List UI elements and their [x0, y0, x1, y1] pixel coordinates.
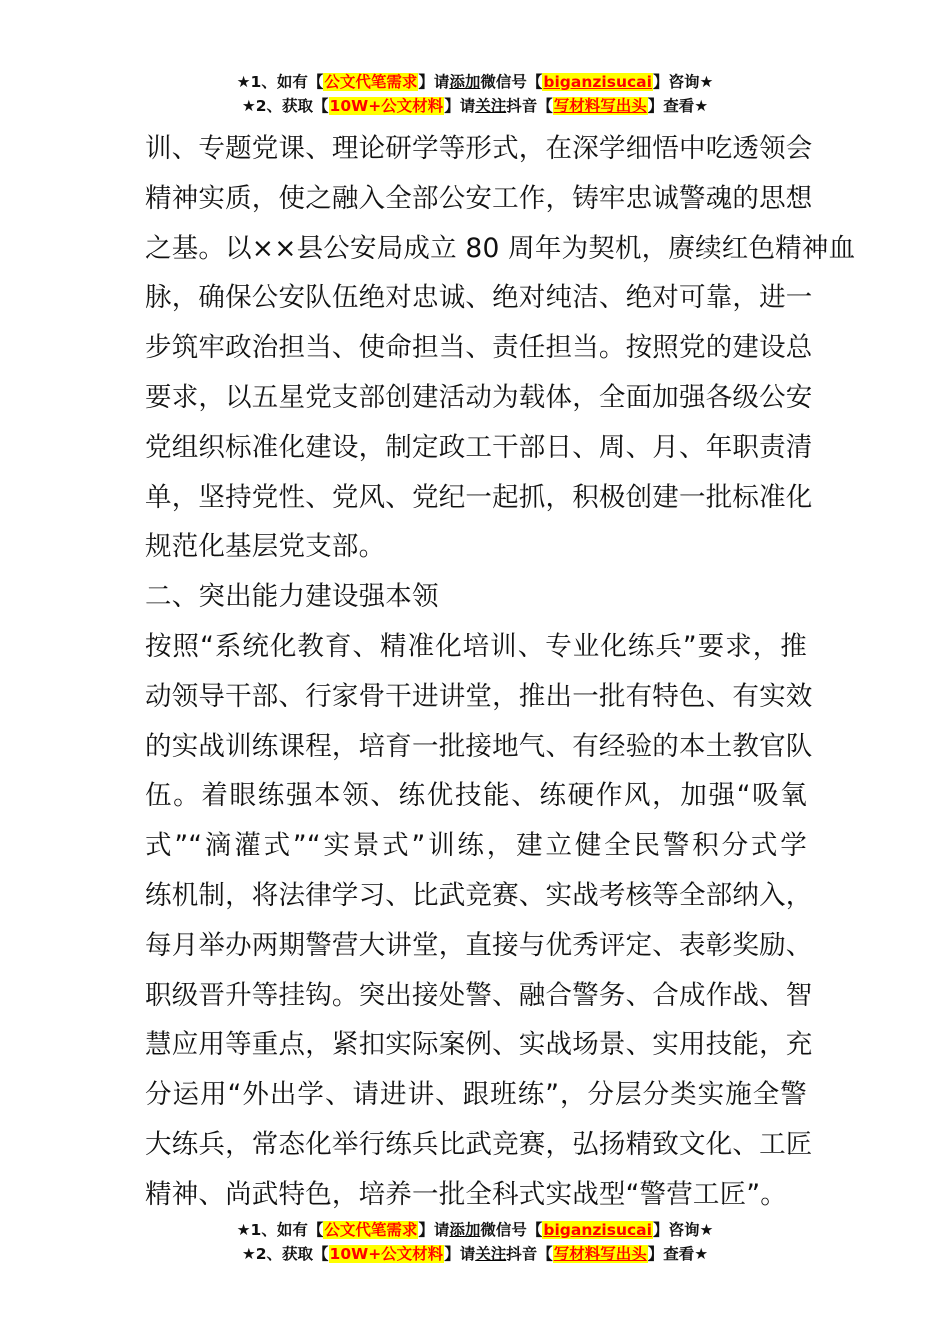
body-line: 每月举办两期警营大讲堂，直接与优秀评定、表彰奖励、	[145, 929, 813, 961]
banner-text: 抖音【	[506, 97, 553, 115]
body-line: 要求，以五星党支部创建活动为载体，全面加强各级公安	[145, 381, 813, 413]
banner-text: 】请	[418, 1221, 450, 1239]
body-line: 的实战训练课程，培育一批接地气、有经验的本土教官队	[145, 730, 813, 762]
banner-line-2	[0, 1242, 950, 1266]
banner-douyin-id: 写材料写出头	[553, 97, 647, 115]
banner-text: 微信号【	[480, 73, 543, 91]
banner-text: 】查看★	[647, 1245, 709, 1263]
banner-text: 】咨询★	[652, 1221, 714, 1239]
body-line: 慧应用等重点，紧扣实际案例、实战场景、实用技能，充	[145, 1029, 813, 1061]
body-line: 精神实质，使之融入全部公安工作，铸牢忠诚警魂的思想	[145, 182, 813, 214]
body-line: 步筑牢政治担当、使命担当、责任担当。按照党的建设总	[145, 332, 813, 364]
body-line: 伍。着眼练强本领、练优技能、练硬作风，加强“吸氧	[145, 780, 807, 812]
banner-underlined: 关注	[475, 97, 507, 115]
banner-line-1	[0, 1218, 950, 1242]
header-banner	[0, 70, 950, 118]
banner-text: 】查看★	[647, 97, 709, 115]
banner-text: ★1、如有【	[236, 73, 324, 91]
body-line: 动领导干部、行家骨干进讲堂，推出一批有特色、有实效	[145, 680, 813, 712]
footer-banner	[0, 1218, 950, 1266]
body-line: 按照“系统化教育、精准化培训、专业化练兵”要求，推	[145, 630, 807, 662]
banner-underlined: 添加	[449, 73, 481, 91]
body-line: 精神、尚武特色，培养一批全科式实战型“警营工匠”。	[145, 1178, 787, 1210]
body-line: 单，坚持党性、党风、党纪一起抓，积极创建一批标准化	[145, 481, 813, 513]
body-line: 脉，确保公安队伍绝对忠诚、绝对纯洁、绝对可靠，进一	[145, 282, 813, 314]
banner-line-1	[0, 70, 950, 94]
banner-highlight: 公文代笔需求	[324, 1221, 418, 1239]
body-line: 党组织标准化建设，制定政工干部日、周、月、年职责清	[145, 431, 813, 463]
banner-highlight: 10W+公文材料	[329, 97, 444, 115]
banner-wechat-id: biganzisucai	[543, 1221, 652, 1239]
banner-highlight: 10W+公文材料	[329, 1245, 444, 1263]
banner-text: ★1、如有【	[236, 1221, 324, 1239]
banner-text: 】咨询★	[652, 73, 714, 91]
banner-wechat-id: biganzisucai	[543, 73, 652, 91]
banner-text: 抖音【	[506, 1245, 553, 1263]
body-line: 式”“滴灌式”“实景式”训练，建立健全民警积分式学	[145, 830, 807, 862]
document-body	[145, 124, 856, 1220]
banner-line-2	[0, 94, 950, 118]
banner-douyin-id: 写材料写出头	[553, 1245, 647, 1263]
body-line: 之基。以××县公安局成立 80 周年为契机，赓续红色精神血	[145, 232, 856, 264]
banner-text: ★2、获取【	[241, 97, 329, 115]
banner-text: 】请	[444, 1245, 476, 1263]
banner-underlined: 关注	[475, 1245, 507, 1263]
body-line: 规范化基层党支部。	[145, 531, 386, 563]
banner-highlight: 公文代笔需求	[324, 73, 418, 91]
banner-underlined: 添加	[449, 1221, 481, 1239]
body-line: 分运用“外出学、请进讲、跟班练”，分层分类实施全警	[145, 1079, 807, 1111]
body-line: 练机制，将法律学习、比武竞赛、实战考核等全部纳入，	[145, 879, 813, 911]
body-line: 训、专题党课、理论研学等形式，在深学细悟中吃透领会	[145, 133, 813, 164]
body-line: 职级晋升等挂钩。突出接处警、融合警务、合成作战、智	[145, 979, 813, 1011]
banner-text: 】请	[418, 73, 450, 91]
banner-text: 微信号【	[480, 1221, 543, 1239]
banner-text: ★2、获取【	[241, 1245, 329, 1263]
section-heading: 二、突出能力建设强本领	[145, 581, 439, 613]
banner-text: 】请	[444, 97, 476, 115]
body-line: 大练兵，常态化举行练兵比武竞赛，弘扬精致文化、工匠	[145, 1128, 813, 1160]
